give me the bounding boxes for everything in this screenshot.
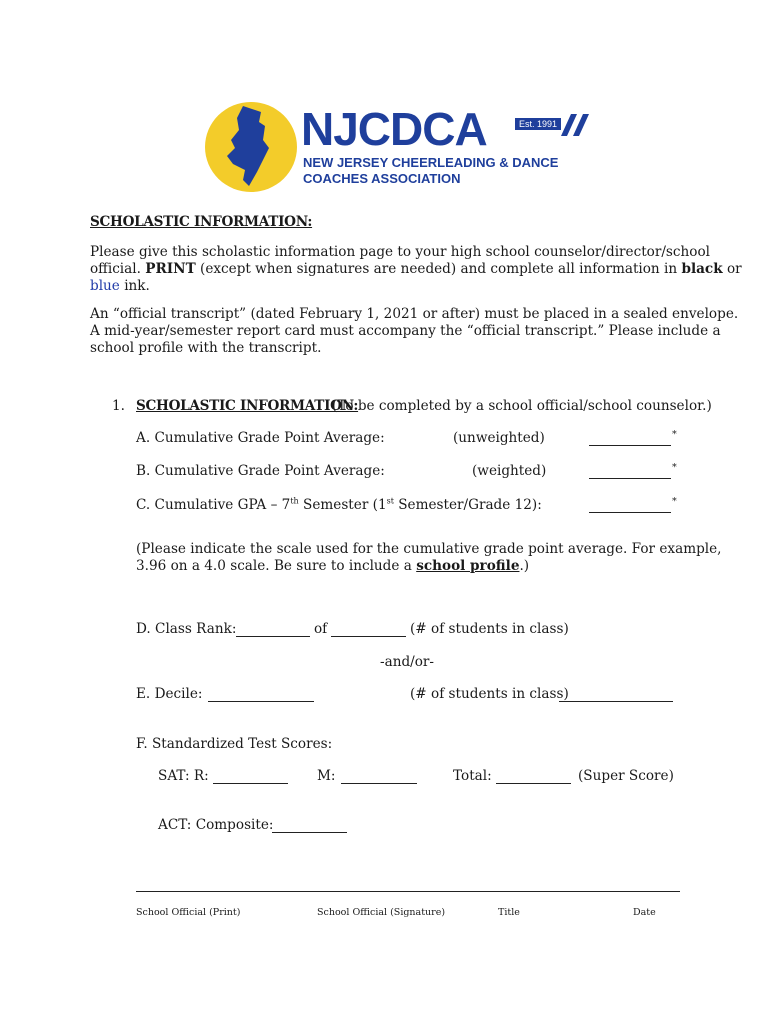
decile-class-size-field[interactable] <box>559 689 673 702</box>
section-heading: SCHOLASTIC INFORMATION: <box>136 398 359 414</box>
black-emphasis: black <box>681 261 723 277</box>
signature-line[interactable] <box>136 891 680 892</box>
class-rank-of: of <box>314 621 328 637</box>
test-scores-label: F. Standardized Test Scores: <box>136 736 333 752</box>
super-score-label: (Super Score) <box>578 768 674 784</box>
act-composite-label: ACT: Composite: <box>158 817 274 833</box>
sig-title-label: Title <box>498 907 520 918</box>
class-rank-students: (# of students in class) <box>410 621 569 637</box>
sig-print-label: School Official (Print) <box>136 907 241 918</box>
sat-r-label: SAT: R: <box>158 768 209 784</box>
new-jersey-state-icon <box>203 100 299 195</box>
asterisk-a: * <box>672 429 677 440</box>
decile-students: (# of students in class) <box>410 686 569 702</box>
and-or: -and/or- <box>380 654 435 670</box>
sat-total-label: Total: <box>453 768 492 784</box>
print-emphasis: PRINT <box>145 261 196 277</box>
scale-note-line2: 3.96 on a 4.0 scale. Be sure to include a school profile.) <box>136 558 530 574</box>
logo-est: Est. 1991 <box>515 118 561 130</box>
intro-p1-line2: official. PRINT (except when signatures are needed) and complete all information in black or <box>90 261 742 277</box>
intro-p2-line3: school profile with the transcript. <box>90 340 322 356</box>
class-rank-label: D. Class Rank: <box>136 621 237 637</box>
logo-stripes-icon <box>557 114 593 136</box>
intro-p2-line1: An “official transcript” (dated February 1, 2021 or after) must be placed in a sealed envelope. <box>90 306 739 322</box>
decile-field[interactable] <box>208 689 314 702</box>
section-note: (To be completed by a school official/school counselor.) <box>332 398 712 414</box>
sig-date-label: Date <box>633 907 656 918</box>
njcdca-logo <box>203 100 593 195</box>
intro-p2-line2: A mid-year/semester report card must accompany the “official transcript.” Please include a <box>90 323 721 339</box>
intro-p1-line3: blue ink. <box>90 278 150 294</box>
logo-line2: COACHES ASSOCIATION <box>303 171 461 186</box>
gpa-unweighted-label: A. Cumulative Grade Point Average: <box>136 430 385 446</box>
school-profile-emphasis: school profile <box>416 558 520 574</box>
logo-brand: NJCDCA <box>301 103 487 155</box>
gpa-weighted-field[interactable] <box>589 466 671 479</box>
class-rank-field[interactable] <box>236 624 310 637</box>
gpa-semester-field[interactable] <box>589 500 671 513</box>
gpa-weighted-type: (weighted) <box>472 463 547 479</box>
scholastic-heading: SCHOLASTIC INFORMATION: <box>90 214 313 230</box>
asterisk-b: * <box>672 462 677 473</box>
intro-p1-line1: Please give this scholastic information page to your high school counselor/director/school <box>90 244 710 260</box>
sig-signature-label: School Official (Signature) <box>317 907 446 918</box>
sat-m-field[interactable] <box>341 771 417 784</box>
decile-label: E. Decile: <box>136 686 203 702</box>
act-composite-field[interactable] <box>272 820 347 833</box>
sat-m-label: M: <box>317 768 336 784</box>
gpa-unweighted-type: (unweighted) <box>453 430 545 446</box>
blue-emphasis: blue <box>90 278 120 294</box>
gpa-weighted-label: B. Cumulative Grade Point Average: <box>136 463 385 479</box>
gpa-semester-label: C. Cumulative GPA – 7th Semester (1st Semester/Grade 12): <box>136 496 542 513</box>
logo-line1: NEW JERSEY CHEERLEADING & DANCE <box>303 155 559 170</box>
class-size-field[interactable] <box>331 624 406 637</box>
asterisk-c: * <box>672 496 677 507</box>
gpa-unweighted-field[interactable] <box>589 433 671 446</box>
sat-r-field[interactable] <box>213 771 288 784</box>
scale-note-line1: (Please indicate the scale used for the cumulative grade point average. For example, <box>136 541 722 557</box>
section-number: 1. <box>112 398 125 414</box>
sat-total-field[interactable] <box>496 771 571 784</box>
